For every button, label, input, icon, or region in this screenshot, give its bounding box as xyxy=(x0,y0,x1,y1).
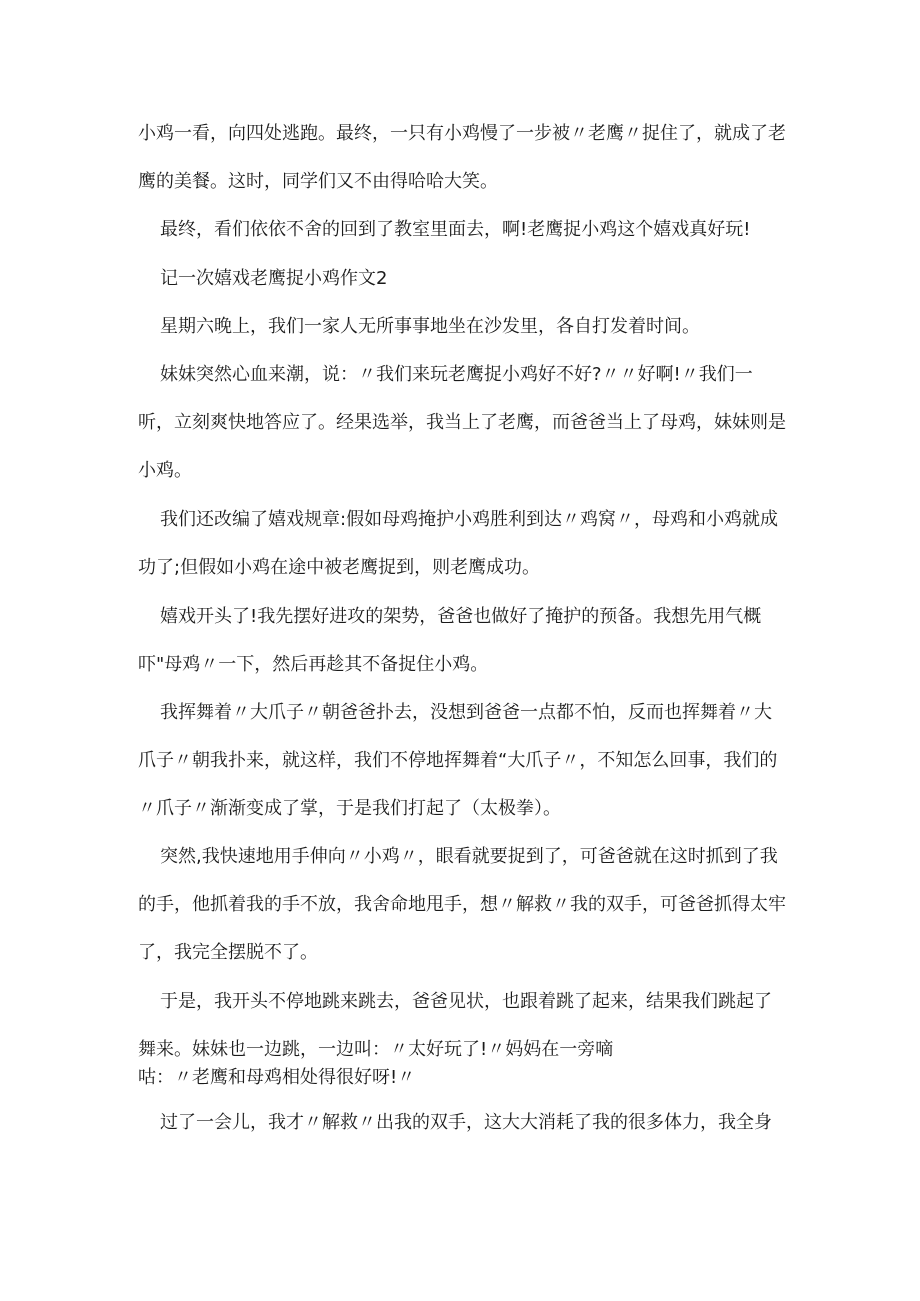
paragraph-8: 突然,我快速地用手伸向〃小鸡〃，眼看就要捉到了，可爸爸就在这时抓到了我的手，他抓着我的手不放，我舍命地甩手，想〃解救〃我的双手，可爸爸抓得太牢了，我完全摆脱不了。 xyxy=(138,846,786,963)
paragraph-9: 于是，我开头不停地跳来跳去，爸爸见状，也跟着跳了起来，结果我们跳起了舞来。妹妹也一边跳，一边叫：〃太好玩了!〃妈妈在一旁嘀 xyxy=(138,991,772,1060)
paragraph-6: 嬉戏开头了!我先摆好进攻的架势，爸爸也做好了掩护的预备。我想先用气概吓"母鸡〃一下，然后再趁其不备捉住小鸡。 xyxy=(138,606,762,675)
paragraph-1: 小鸡一看，向四处逃跑。最终，一只有小鸡慢了一步被〃老鹰〃捉住了，就成了老鹰的美餐。这时，同学们又不由得哈哈大笑。 xyxy=(138,123,786,192)
paragraph-4: 妹妹突然心血来潮，说：〃我们来玩老鹰捉小鸡好不好?〃〃好啊!〃我们一听，立刻爽快地答应了。经果选举，我当上了老鹰，而爸爸当上了母鸡，妹妹则是小鸡。 xyxy=(138,364,786,481)
paragraph-5: 我们还改编了嬉戏规章:假如母鸡掩护小鸡胜利到达〃鸡窝〃，母鸡和小鸡就成功了;但假如小鸡在途中被老鹰捉到，则老鹰成功。 xyxy=(138,509,779,578)
paragraph-3: 星期六晚上，我们一家人无所事事地坐在沙发里，各自打发着时间。 xyxy=(160,316,700,337)
paragraph-9-continued: 咕：〃老鹰和母鸡相处得很好呀!〃 xyxy=(138,1067,416,1088)
section-heading: 记一次嬉戏老鹰捉小鸡作文2 xyxy=(160,268,388,289)
paragraph-2: 最终，看们依依不舍的回到了教室里面去，啊!老鹰捉小鸡这个嬉戏真好玩! xyxy=(160,219,751,240)
paragraph-10: 过了一会儿，我才〃解救〃出我的双手，这大大消耗了我的很多体力，我全身 xyxy=(160,1112,772,1133)
paragraph-7: 我挥舞着〃大爪子〃朝爸爸扑去，没想到爸爸一点都不怕，反而也挥舞着〃大爪子〃朝我扑来，就这样，我们不停地挥舞着“大爪子〃，不知怎么回事，我们的〃爪子〃渐渐变成了掌，于是我们打起了（太极拳）。 xyxy=(138,702,778,819)
